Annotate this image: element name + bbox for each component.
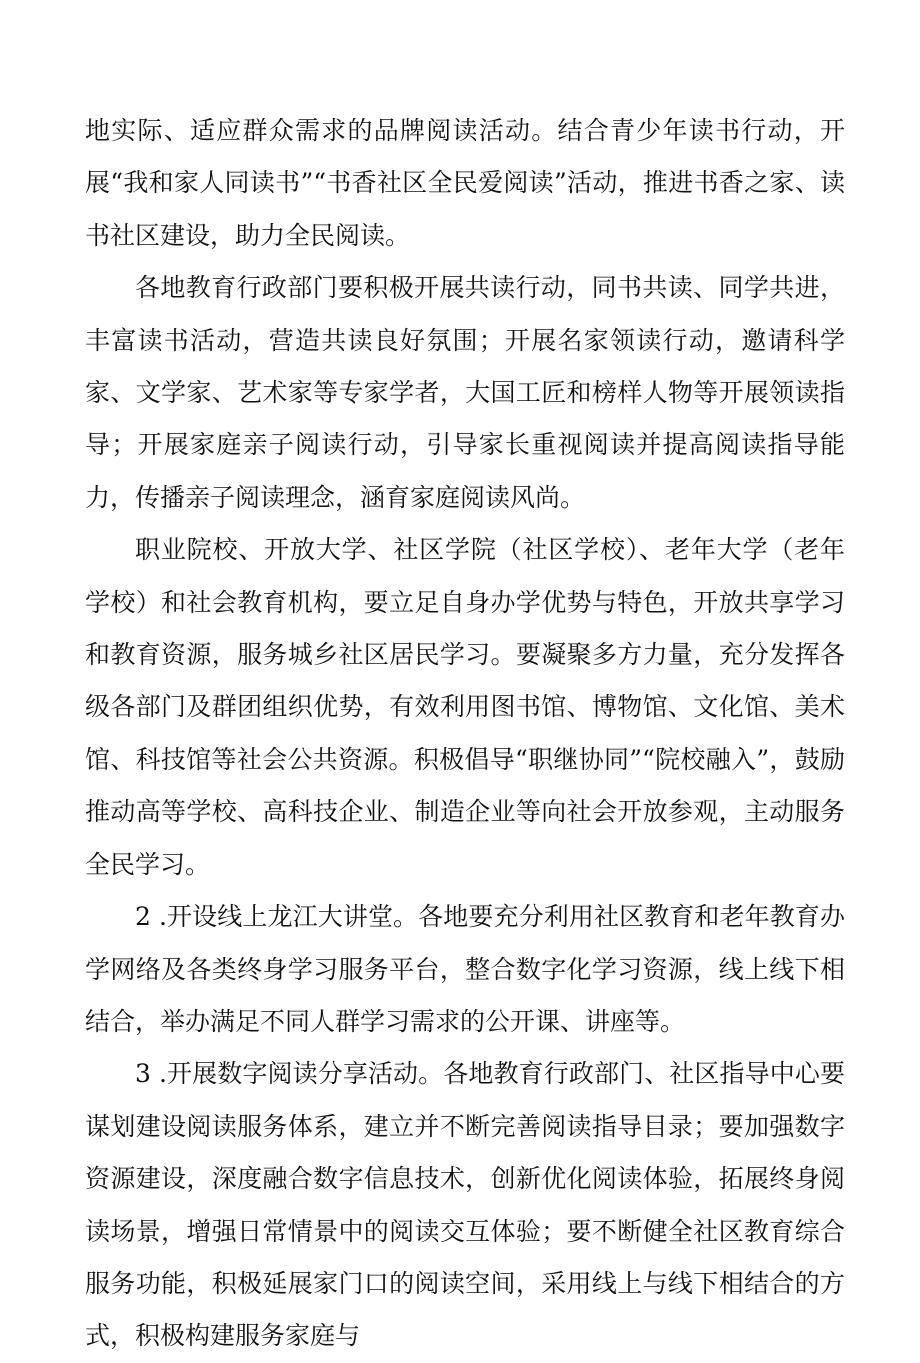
paragraph-institutions: 职业院校、开放大学、社区学院（社区学校）、老年大学（老年学校）和社会教育机构，要立足自身办学优势与特色，开放共享学习和教育资源，服务城乡社区居民学习。要凝聚多方力量，充分发挥各级各部门及群团组织优势，有效利用图书馆、博物馆、文化馆、美术馆、科技馆等社会公共资源。积极倡导“职继协同”“院校融入”，鼓励推动高等学校、高科技企业、制造企业等向社会开放参观，主动服务全民学习。	[85, 535, 845, 879]
paragraph-shared-reading: 各地教育行政部门要积极开展共读行动，同书共读、同学共进，丰富读书活动，营造共读良好氛围；开展名家领读行动，邀请科学家、文学家、艺术家等专家学者，大国工匠和榜样人物等开展领读指导；开展家庭亲子阅读行动，引导家长重视阅读并提高阅读指导能力，传播亲子阅读理念，涵育家庭阅读风尚。	[85, 273, 845, 512]
paragraph-continuation: 地实际、适应群众需求的品牌阅读活动。结合青少年读书行动，开展“我和家人同读书”“书香社区全民爱阅读”活动，推进书香之家、读书社区建设，助力全民阅读。	[85, 116, 845, 250]
paragraph-item-2-lecture: 2 .开设线上龙江大讲堂。各地要充分利用社区教育和老年教育办学网络及各类终身学习服务平台，整合数字化学习资源，线上线下相结合，举办满足不同人群学习需求的公开课、讲座等。	[85, 902, 845, 1036]
document-body	[85, 105, 845, 1363]
paragraph-item-3-digital-reading: 3 .开展数字阅读分享活动。各地教育行政部门、社区指导中心要谋划建设阅读服务体系，建立并不断完善阅读指导目录；要加强数字资源建设，深度融合数字信息技术，创新优化阅读体验，拓展终身阅读场景，增强日常情景中的阅读交互体验；要不断健全社区教育综合服务功能，积极延展家门口的阅读空间，采用线上与线下相结合的方式，积极构建服务家庭与	[85, 1059, 845, 1351]
